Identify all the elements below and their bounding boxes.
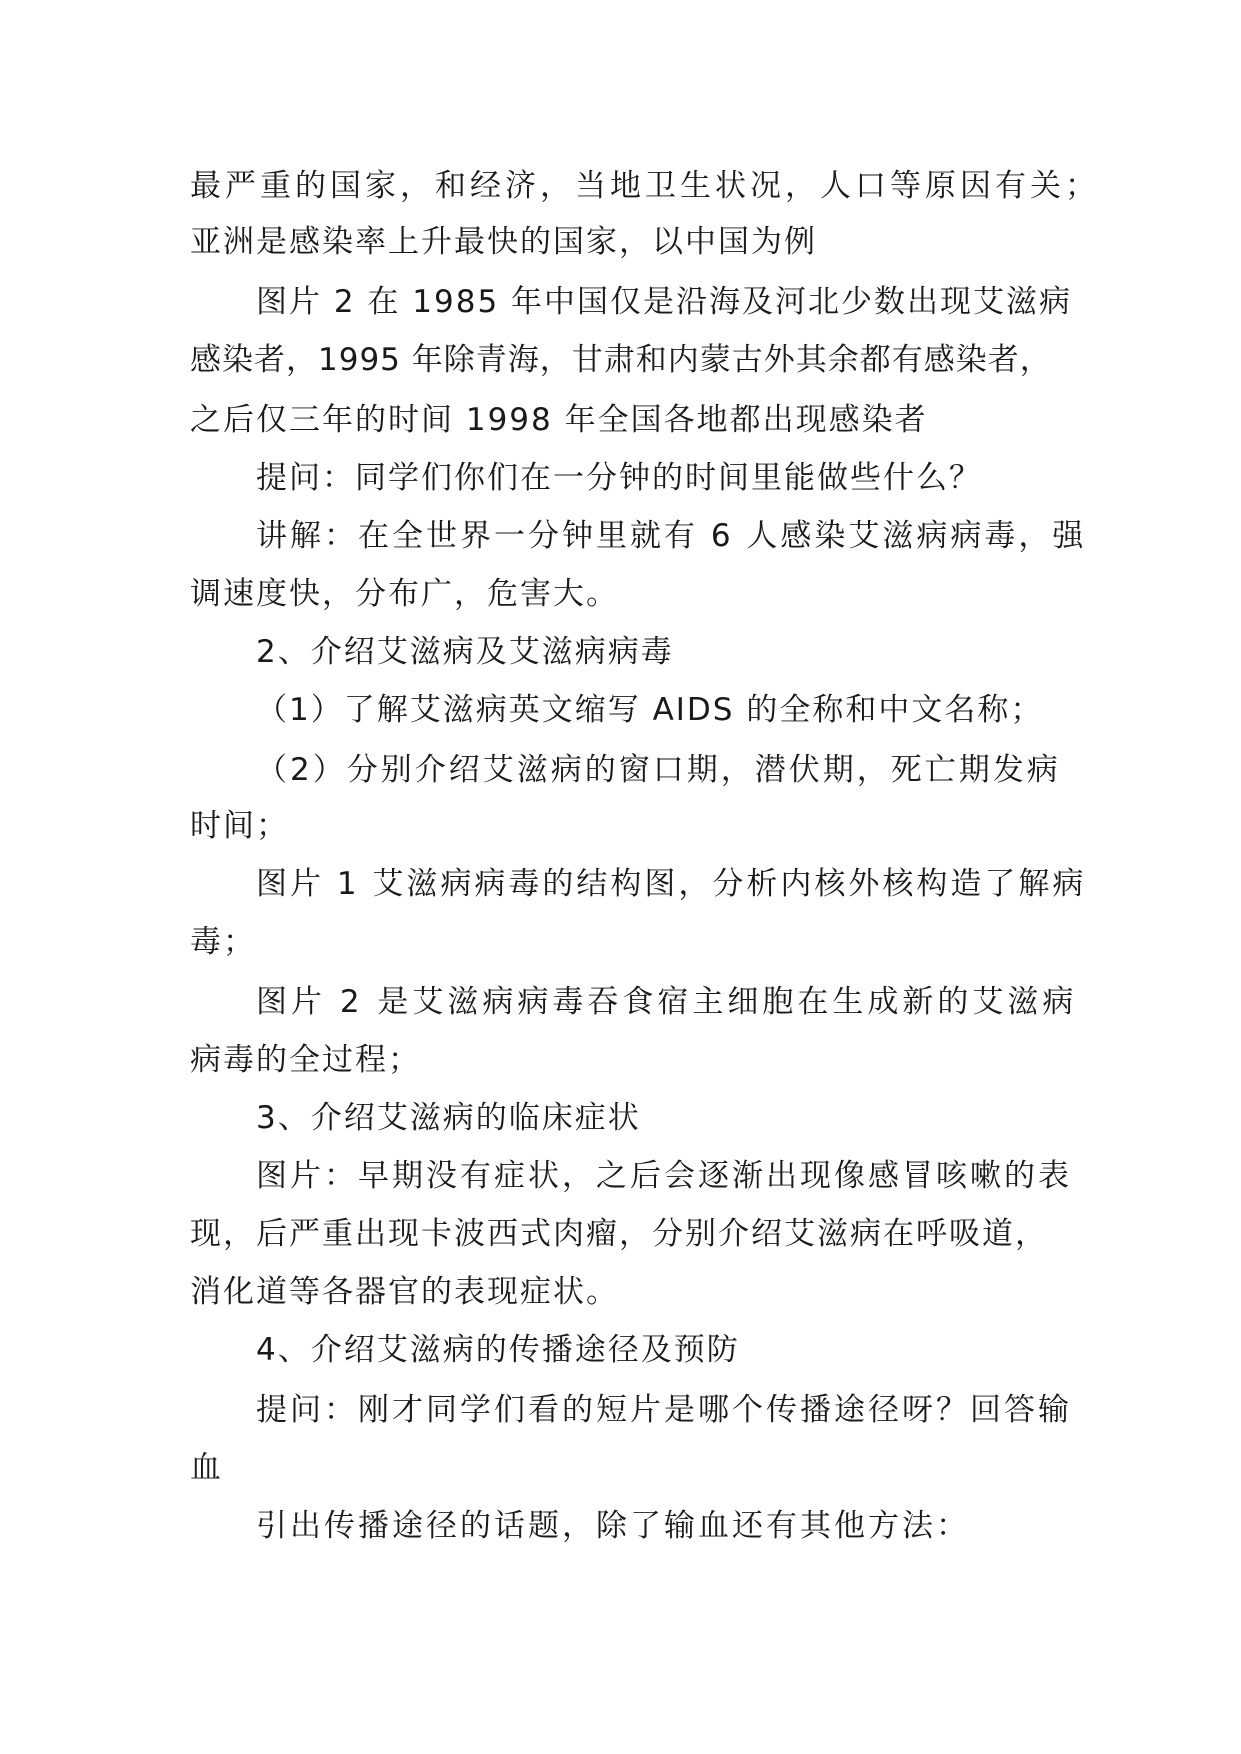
paragraph-line: 图片 2 是艾滋病病毒吞食宿主细胞在生成新的艾滋病 [256, 984, 1078, 1020]
paragraph-line: 亚洲是感染率上升最快的国家，以中国为例 [190, 224, 817, 260]
paragraph-line: 引出传播途径的话题，除了输血还有其他方法： [256, 1508, 970, 1544]
paragraph-line: 感染者，1995 年除青海，甘肃和内蒙古外其余都有感染者， [190, 342, 1052, 378]
paragraph-line: 病毒的全过程； [190, 1042, 421, 1078]
paragraph-line: 图片 2 在 1985 年中国仅是沿海及河北少数出现艾滋病 [256, 284, 1073, 320]
paragraph-line: 图片 1 艾滋病病毒的结构图，分析内核外核构造了解病 [256, 866, 1087, 902]
paragraph-line: 提问：刚才同学们看的短片是哪个传播途径呀？回答输 [256, 1392, 1072, 1428]
paragraph-line: 时间； [190, 808, 289, 844]
list-item: （2）分别介绍艾滋病的窗口期，潜伏期，死亡期发病 [256, 752, 1061, 788]
list-item: （1）了解艾滋病英文缩写 AIDS 的全称和中文名称； [256, 692, 1044, 728]
section-heading: 2、介绍艾滋病及艾滋病病毒 [256, 634, 674, 670]
paragraph-line: 调速度快，分布广，危害大。 [190, 576, 619, 612]
paragraph-line: 讲解：在全世界一分钟里就有 6 人感染艾滋病病毒，强 [256, 518, 1087, 554]
paragraph-line: 图片：早期没有症状，之后会逐渐出现像感冒咳嗽的表 [256, 1158, 1072, 1194]
section-heading: 4、介绍艾滋病的传播途径及预防 [256, 1332, 740, 1368]
paragraph-line: 提问：同学们你们在一分钟的时间里能做些什么？ [256, 460, 982, 496]
paragraph-line: 最严重的国家，和经济，当地卫生状况，人口等原因有关； [190, 168, 1100, 204]
paragraph-line: 毒； [190, 924, 256, 960]
paragraph-line: 现，后严重出现卡波西式肉瘤，分别介绍艾滋病在呼吸道， [190, 1216, 1048, 1252]
paragraph-line: 血 [190, 1450, 223, 1486]
paragraph-line: 之后仅三年的时间 1998 年全国各地都出现感染者 [190, 402, 928, 438]
section-heading: 3、介绍艾滋病的临床症状 [256, 1100, 641, 1136]
paragraph-line: 消化道等各器官的表现症状。 [190, 1274, 619, 1310]
